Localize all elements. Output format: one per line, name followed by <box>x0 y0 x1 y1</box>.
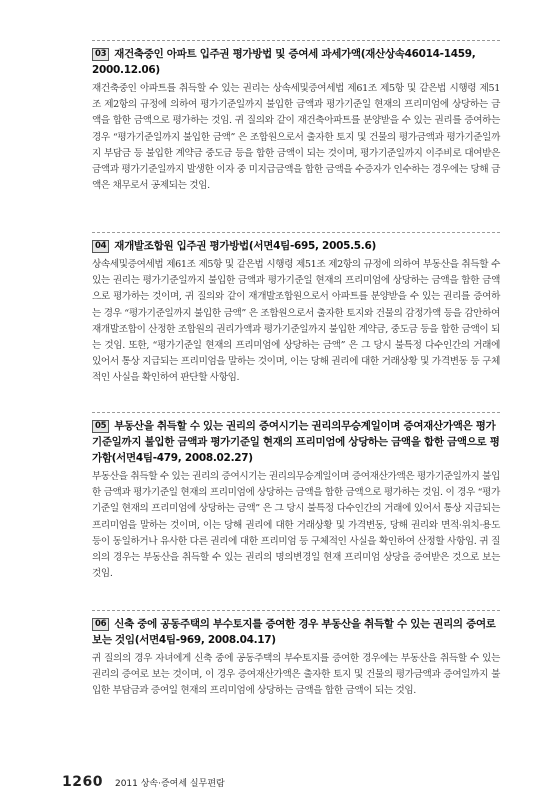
section-body: 재건축중인 아파트를 취득할 수 있는 권리는 상속세및증여세법 제61조 제5항 및 같은법 시행령 제51조 제2항의 규정에 의하여 평가기준일까지 불입한 금액과 평가기준일 현재의 프리미엄에 상당하는 금액을 합한 금액으로 평가하는 것임. 귀 질의와 같이 재건축아파트를 분양받을 수 있는 권리를 증여하는 경우 “평가기준일까지 불입한 금액” 은 조합원으로서 출자한 토지 및 건물의 평가금액과 평가기준일까지 부담금 등 불입한 계약금 중도금 등을 합한 금액이 되는 것이며, 평가기준일까지 이주비로 대여받은 금액과 평가기준일까지 발생한 이자 중 미지급금액을 합한 금액을 수증자가 인수하는 경우에는 당해 금액은 채무로서 공제되는 것임. <box>92 83 500 192</box>
section-heading <box>92 610 500 648</box>
section-title: 재개발조합원 입주권 평가방법(서면4팀-695, 2005.5.6) <box>114 240 376 252</box>
section-number-badge: 03 <box>92 48 109 61</box>
section-number-badge: 06 <box>92 618 109 631</box>
section-body: 부동산을 취득할 수 있는 권리의 증여시기는 권리의무승계일이며 증여재산가액은 평가기준일까지 불입한 금액과 평가기준일 현재의 프리미엄에 상당하는 금액을 합한 금액으로 평가하는 것임. 이 경우 “평가기준일 현재의 프리미엄에 상당하는 금액” 은 그 당시 불특정 다수인간의 거래에 있어서 통상 지급되는 프리미엄을 말하는 것이며, 이는 당해 권리에 대한 거래상황 및 가격변동, 당해 권리와 면적·위치·용도 등이 동일하거나 유사한 다른 권리에 대한 프리미엄 등 구체적인 사실을 확인하여 산정할 사항임. 귀 질의의 경우는 부동산을 취득할 수 있는 권리의 명의변경일 현재 프리미엄 상당을 증여받은 것으로 보는 것임. <box>92 471 500 580</box>
section-number-badge: 05 <box>92 420 109 433</box>
section-title: 재건축중인 아파트 입주권 평가방법 및 증여세 과세가액(재산상속46014-1459, 2000.12.06) <box>92 48 476 76</box>
section-body: 상속세및증여세법 제61조 제5항 및 같은법 시행령 제51조 제2항의 규정에 의하여 부동산을 취득할 수 있는 권리는 평가기준일까지 불입한 금액과 평가기준일 현재의 프리미엄에 상당하는 금액을 합한 금액으로 평가하는 것이며, 귀 질의와 같이 재개발조합원으로서 아파트를 분양받을 수 있는 권리를 증여하는 경우 “평가기준일까지 불입한 금액” 은 조합원으로서 출자한 토지와 건물의 감정가액 등을 감안하여 재개발조합이 산정한 조합원의 권리가액과 평가기준일까지 불입한 계약금, 중도금 등을 합한 금액이 되는 것임. 또한, “평가기준일 현재의 프리미엄에 상당하는 금액” 은 그 당시 불특정 다수인간의 거래에 있어서 통상 지급되는 프리미엄을 말하는 것이며, 이는 당해 권리에 대한 거래상황 및 가격변동 등 구체적인 사실을 확인하여 판단할 사항임. <box>92 259 500 384</box>
section-title: 부동산을 취득할 수 있는 권리의 증여시기는 권리의무승계일이며 증여재산가액은 평가기준일까지 불입한 금액과 평가기준일 현재의 프리미엄에 상당하는 금액을 합한 금액으로 평가함(서면4팀-479, 2008.02.27) <box>92 420 500 464</box>
section-heading <box>92 232 500 254</box>
section-heading <box>92 412 500 466</box>
ruling-section-05 <box>92 412 500 582</box>
section-number-badge: 04 <box>92 240 109 253</box>
ruling-section-03 <box>92 40 500 194</box>
page-footer <box>62 771 225 790</box>
section-title: 신축 중에 공동주택의 부수토지를 증여한 경우 부동산을 취득할 수 있는 권리의 증여로 보는 것임(서면4팀-969, 2008.04.17) <box>92 618 496 646</box>
book-title: 2011 상속·증여세 실무편람 <box>114 779 225 789</box>
page-number: 1260 <box>62 774 103 790</box>
section-heading <box>92 40 500 78</box>
ruling-section-04 <box>92 232 500 387</box>
section-body: 귀 질의의 경우 자녀에게 신축 중에 공동주택의 부수토지를 증여한 경우에는 부동산을 취득할 수 있는 권리의 증여로 보는 것이며, 이 경우 증여재산가액은 출자한 토지 및 건물의 평가금액과 증여일까지 불입한 부담금과 증여일 현재의 프리미엄에 상당하는 금액을 합한 금액이 되는 것임. <box>92 653 500 697</box>
ruling-section-06 <box>92 610 500 700</box>
